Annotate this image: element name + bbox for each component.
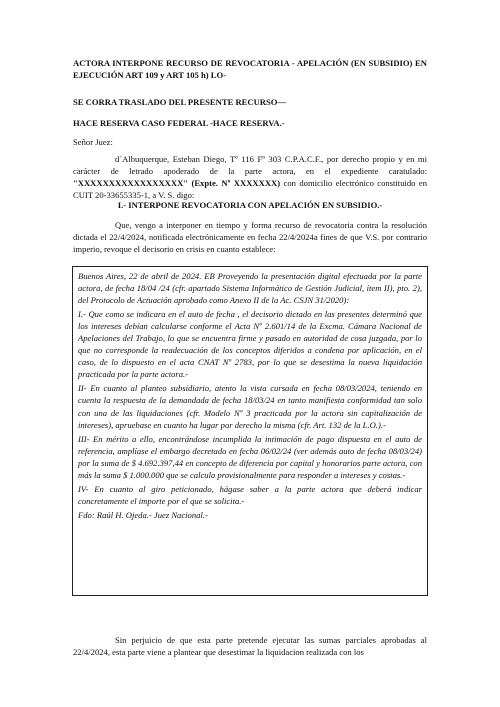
quote-paragraph-2: I.- Que como se indicara en el auto de fecha , el decisorio dictado en las presentes determinó que los intereses debían calcularse conforme el Acta Nº 2.601/14 de la Excma. Cámara Nacional de Apelaciones del Trabajo, lo que se encuentra firme y pasado en autoridad de cosa juzgada, por lo que no corresponde la readecuación de los conceptos diferidos a condena por aplicación, en el caso, de lo dispuesto en el acta CNAT Nº 2783, por lo que se desestima la nueva liquidación practicada por la parte actora.-	[78, 309, 422, 380]
section-title-revocatoria: I.- INTERPONE REVOCATORIA CON APELACIÓN EN SUBSIDIO.-	[117, 200, 383, 210]
closing-paragraph: Sin perjuicio de que esta parte pretende ejecutar las sumas parciales aprobadas al 22/4/2024, esta parte viene a plantear que desestimar la liquidacion realizada con los	[73, 635, 427, 658]
heading-line-1: ACTORA INTERPONE RECURSO DE REVOCATORIA - APELACIÓN (EN SUBSIDIO) EN EJECUCIÓN ART 109 y ART 105 h) LO-	[73, 58, 427, 81]
salutation: Señor Juez:	[73, 137, 113, 147]
intro-lead: d´Albuquerque, Esteban Diego, Tº 116 Fº 303 C.P.A.C.F., por derecho propio y en mi carácter de letrado apoderado de la parte actora, en el expediente caratulado:	[73, 154, 427, 177]
quoted-resolution-box	[72, 266, 428, 596]
quote-paragraph-1: Buenos Aires, 22 de abril de 2024. EB Proveyendo la presentación digital efectuada por la parte actora, de fecha 18/04 /24 (cfr. apartado Sistema Informático de Gestión Judicial, ítem II), pto. 2), del Protocolo de Actuación aprobado como Anexo II de la Ac. CSJN 31/2020):	[78, 271, 422, 306]
case-caption: "XXXXXXXXXXXXXXXXX" (Expte. Nº XXXXXXX)	[73, 178, 281, 189]
intro-tail: con domicilio electrónico constituido en CUIT 20-33655335-1, a V. S. digo:	[73, 178, 427, 201]
section-paragraph-revocatoria: Que, vengo a interponer en tiempo y forma recurso de revocatoria contra la resolución dictada el 22/4/2024, notificada electrónicamente en fecha 22/4/2024a fines de que V.S. por contrario imperio, revoque el decisorio en crisis en cuanto establece:	[73, 220, 427, 255]
quote-paragraph-5: IV- En cuanto al giro peticionado, hágase saber a la parte actora que deberá indicar concretamente el importe por el que se solicita.-	[78, 483, 422, 506]
quote-paragraph-3: II- En cuanto al planteo subsidiario, atento la vista cursada en fecha 08/03/2024, teniendo en cuenta la respuesta de la demandada de fecha 18/03/24 en tanto manifiesta conformidad tan solo con una de las liquidaciones (cfr. Modelo Nº 3 practicada por la actora sin capitalización de intereses), apruebase en cuanto ha lugar por derecho la misma (cfr. Art. 132 de la L.O.).-	[78, 383, 422, 430]
intro-paragraph	[73, 153, 427, 201]
heading-line-3: HACE RESERVA CASO FEDERAL -HACE RESERVA.-	[73, 118, 285, 128]
quote-signature: Fdo: Raúl H. Ojeda.- Juez Nacional.-	[78, 509, 208, 520]
quote-paragraph-4: III- En mérito a ello, encontrándose incumplida la intimación de pago dispuesta en el auto de referencia, amplíase el embargo decretado en fecha 06/02/24 (ver además auto de fecha 08/03/24) por la suma de $ 4.692.397,44 en concepto de diferencia por capital y honorarios parte actora, con más la suma $ 1.000.000 que se calcula provisionalmente para responder a intereses y costas.-	[78, 433, 422, 480]
heading-line-2: SE CORRA TRASLADO DEL PRESENTE RECURSO—	[73, 97, 287, 107]
